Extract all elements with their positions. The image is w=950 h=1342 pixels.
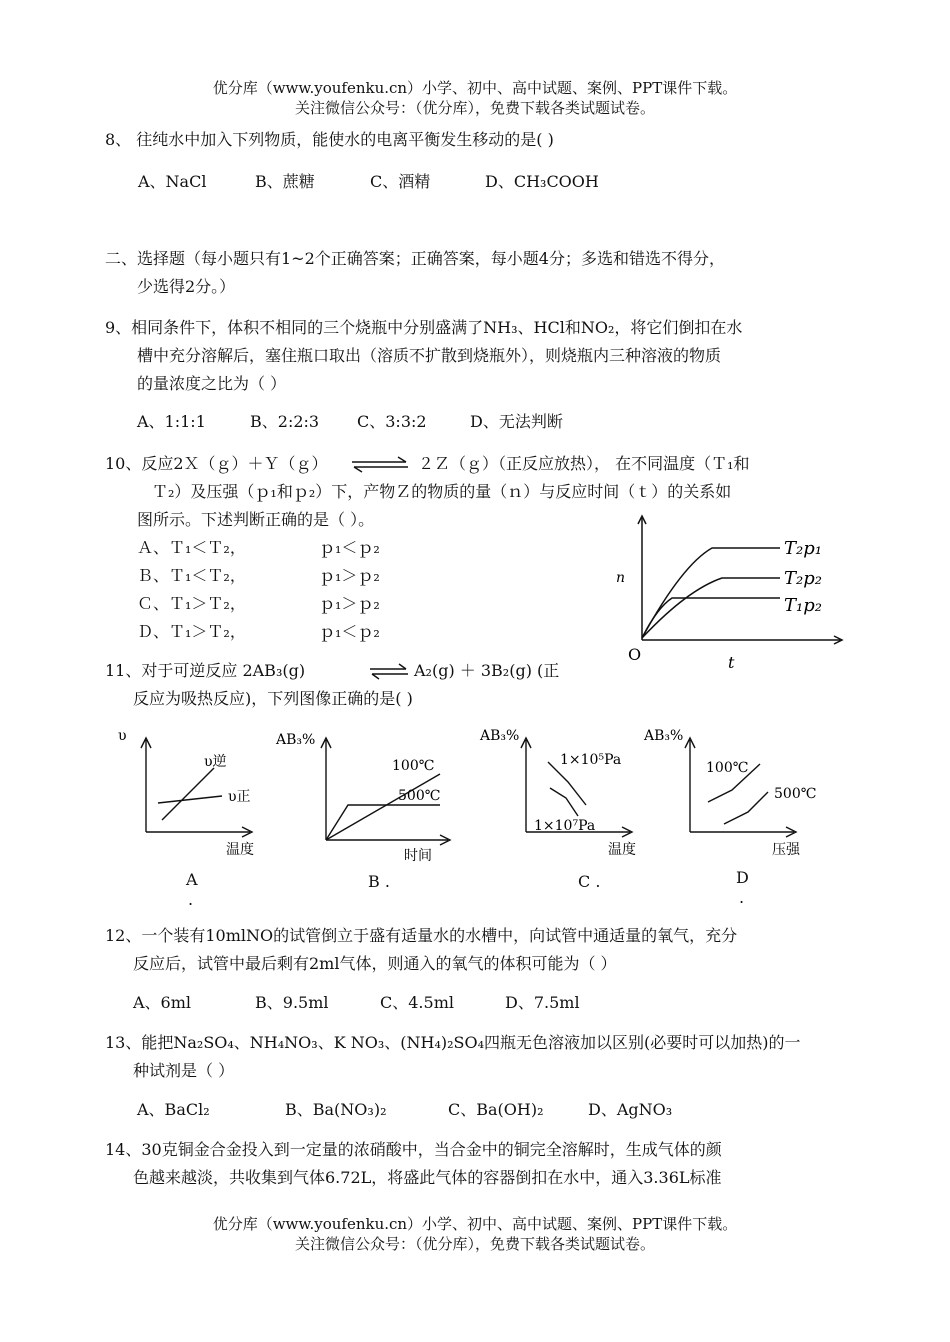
q11c-tag: C .	[578, 872, 601, 891]
q8-option-b: B、蔗糖	[255, 172, 315, 191]
q10-line1a: 10、反应2Ｘ（ｇ）＋Ｙ（ｇ）	[105, 454, 328, 473]
q12-option-a: A、6ml	[133, 993, 192, 1012]
q11d-ylabel: AB₃%	[644, 728, 684, 744]
q8-option-c: C、酒精	[370, 172, 431, 191]
header-line2: 关注微信公众号：（优分库），免费下载各类试题试卷。	[294, 99, 655, 117]
q11-line2: 反应为吸热反应)，下列图像正确的是( )	[133, 689, 413, 708]
q13-line2: 种试剂是（ ）	[133, 1061, 235, 1080]
q8-option-a: A、NaCl	[138, 172, 207, 191]
q11d-xlabel: 压强	[772, 842, 800, 858]
q10-option-c	[137, 592, 380, 616]
q11a-label-forward: υ正	[228, 789, 251, 805]
q11b-tag: B .	[368, 872, 390, 891]
q14-line1: 14、30克铜金合金投入到一定量的浓硝酸中，当合金中的铜完全溶解时，生成气体的颜	[105, 1140, 722, 1159]
q10-option-d-pres: ｐ₁＜ｐ₂	[319, 622, 380, 641]
equilibrium-arrow-icon	[350, 455, 412, 475]
q11d-tag: D	[736, 868, 749, 887]
q9-option-b: B、2:2:3	[250, 412, 320, 431]
q10-option-a-temp: Ａ、Ｔ₁＜Ｔ₂，	[137, 538, 246, 557]
section2-line2: 少选得2分。）	[137, 277, 236, 296]
q10-option-c-temp: Ｃ、Ｔ₁＞Ｔ₂，	[137, 594, 246, 613]
q12-option-d: D、7.5ml	[505, 993, 580, 1012]
q11b-xlabel: 时间	[404, 848, 432, 864]
q13-option-c: C、Ba(OH)₂	[448, 1100, 544, 1119]
q11c-label-1e5: 1×10⁵Pa	[560, 752, 622, 768]
q11d-label-500c: 500℃	[774, 786, 817, 802]
reversible-arrow-icon	[368, 662, 410, 682]
q11-line1b: A₂(g) ＋ 3B₂(g) (正	[414, 661, 560, 680]
q11a-xlabel: 温度	[226, 842, 254, 858]
q10-option-c-pres: ｐ₁＞ｐ₂	[319, 594, 380, 613]
q11a-tag-dot: .	[188, 890, 194, 909]
q11a-line-reverse	[162, 768, 214, 820]
q10-label-t2p1: T₂p₁	[784, 538, 822, 559]
q11b-label-500c: 500℃	[398, 788, 441, 804]
q9-option-c: C、3:3:2	[357, 412, 427, 431]
q10-option-a-pres: ｐ₁＜ｐ₂	[319, 538, 380, 557]
q10-graph	[612, 510, 852, 682]
q13-line1: 13、能把Na₂SO₄、NH₄NO₃、K NO₃、(NH₄)₂SO₄四瓶无色溶液加以区别(必要时可以加热)的一	[105, 1033, 801, 1052]
q9-line1: 9、相同条件下，体积不相同的三个烧瓶中分别盛满了NH₃、HCl和NO₂，将它们倒扣在水	[105, 318, 743, 337]
q11c-label-1e7: 1×10⁷Pa	[534, 818, 596, 834]
q13-option-a: A、BaCl₂	[137, 1100, 210, 1119]
q11a-line-forward	[158, 796, 222, 803]
q11b-line-500c	[326, 774, 440, 840]
q11c-xlabel: 温度	[608, 842, 636, 858]
q11c-ylabel: AB₃%	[480, 728, 520, 744]
q10-line3: 图所示。下述判断正确的是（ ）。	[137, 510, 375, 529]
q11a-tag: A	[186, 870, 198, 889]
q14-line2: 色越来越淡，共收集到气体6.72L，将盛此气体的容器倒扣在水中，通入3.36L标准	[133, 1168, 722, 1187]
q9-line3: 的量浓度之比为（ ）	[137, 374, 287, 393]
q11b-ylabel: AB₃%	[276, 732, 316, 748]
q11-graph-b	[272, 722, 452, 864]
q11-graph-c	[478, 722, 648, 862]
q8-stem: 8、 往纯水中加入下列物质，能使水的电离平衡发生移动的是( )	[105, 130, 554, 149]
q9-option-a: A、1:1:1	[137, 412, 206, 431]
q11-graph-d	[642, 722, 832, 862]
q11a-label-reverse: υ逆	[204, 754, 227, 770]
footer-line2: 关注微信公众号：（优分库），免费下载各类试题试卷。	[294, 1235, 655, 1253]
q9-line2: 槽中充分溶解后，塞住瓶口取出（溶质不扩散到烧瓶外），则烧瓶内三种溶液的物质	[137, 346, 722, 365]
q11d-line-500c	[724, 792, 768, 824]
q12-line1: 12、一个装有10mlNO的试管倒立于盛有适量水的水槽中，向试管中通适量的氧气，充分	[105, 926, 738, 945]
q10-xlabel: t	[728, 653, 735, 672]
q11d-tag-dot: .	[739, 888, 745, 907]
q9-option-d: D、无法判断	[470, 412, 563, 431]
q11b-label-100c: 100℃	[392, 758, 435, 774]
q13-option-d: D、AgNO₃	[588, 1100, 673, 1119]
q11b-line-100c	[326, 805, 440, 840]
q10-option-b-pres: ｐ₁＞ｐ₂	[319, 566, 380, 585]
q11a-ylabel: υ	[118, 728, 127, 744]
header-line1: 优分库（www.youfenku.cn）小学、初中、高中试题、案例、PPT课件下载。	[212, 79, 738, 97]
q12-option-c: C、4.5ml	[380, 993, 454, 1012]
q11d-label-100c: 100℃	[706, 760, 749, 776]
footer-line1: 优分库（www.youfenku.cn）小学、初中、高中试题、案例、PPT课件下载。	[212, 1215, 738, 1233]
q10-option-d	[137, 620, 380, 644]
q10-option-a	[137, 536, 380, 560]
q10-curve-t2p2	[642, 578, 780, 638]
q11c-line-1e7	[550, 788, 578, 816]
q13-option-b: B、Ba(NO₃)₂	[285, 1100, 387, 1119]
q8-option-d: D、CH₃COOH	[485, 172, 599, 191]
q10-option-d-temp: Ｄ、Ｔ₁＞Ｔ₂，	[137, 622, 246, 641]
q12-line2: 反应后，试管中最后剩有2ml气体，则通入的氧气的体积可能为（ ）	[133, 954, 617, 973]
q10-label-t1p2: T₁p₂	[784, 595, 822, 616]
q10-label-t2p2: T₂p₂	[784, 568, 822, 589]
q10-line2: Ｔ₂）及压强（ｐ₁和ｐ₂）下，产物Ｚ的物质的量（ｎ）与反应时间（ｔ）的关系如	[152, 482, 732, 501]
q10-line1b: ２Ｚ（ｇ）（正反应放热）， 在不同温度（Ｔ₁和	[418, 454, 750, 473]
q11-line1a: 11、对于可逆反应 2AB₃(g)	[105, 661, 306, 680]
q10-option-b	[137, 564, 380, 588]
q12-option-b: B、9.5ml	[255, 993, 329, 1012]
q10-curve-t2p1	[642, 548, 780, 638]
q10-option-b-temp: Ｂ、Ｔ₁＜Ｔ₂，	[137, 566, 246, 585]
section2-line1: 二、选择题（每小题只有1~2个正确答案；正确答案，每小题4分；多选和错选不得分，	[105, 249, 725, 268]
q10-origin: O	[628, 645, 642, 664]
q11-graph-a	[110, 722, 260, 862]
q10-ylabel: n	[616, 570, 626, 586]
